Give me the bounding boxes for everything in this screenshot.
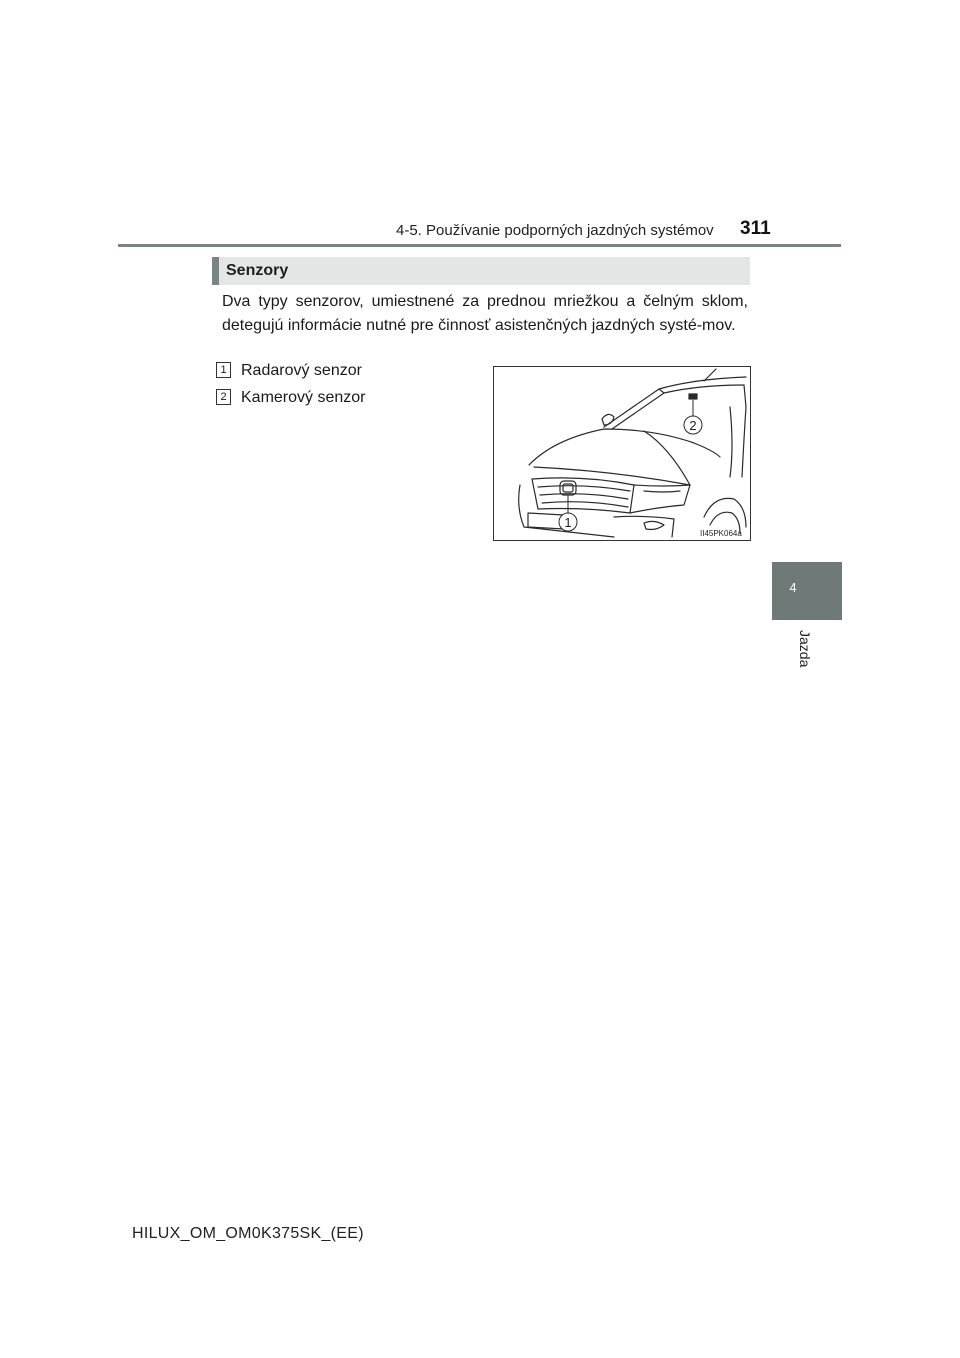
item-label: Radarový senzor <box>241 362 362 379</box>
item-label: Kamerový senzor <box>241 389 366 406</box>
figure-code: II45PK064a <box>700 529 742 538</box>
page-number: 311 <box>740 218 771 239</box>
callout-radar-label: 1 <box>564 515 572 530</box>
item-number-badge: 2 <box>216 389 231 405</box>
chapter-label: Jazda <box>797 630 813 668</box>
item-number-badge: 1 <box>216 362 231 378</box>
header-divider <box>118 244 841 247</box>
callout-camera-label: 2 <box>689 418 697 433</box>
section-heading-accent <box>212 257 219 285</box>
section-heading-bar <box>212 257 750 285</box>
document-id: HILUX_OM_OM0K375SK_(EE) <box>132 1225 364 1242</box>
sensor-location-illustration <box>493 366 751 541</box>
list-item <box>216 362 362 380</box>
chapter-number: 4 <box>789 580 797 595</box>
section-title: Senzory <box>226 262 289 279</box>
chapter-tab <box>772 562 842 620</box>
section-description: Dva typy senzorov, umiestnené za prednou mriežkou a čelným sklom, detegujú informácie nutné pre činnosť asistenčných jazdných systé-mov. <box>222 293 748 334</box>
list-item <box>216 389 366 407</box>
header-section-title: 4-5. Používanie podporných jazdných systémov <box>396 222 714 239</box>
vehicle-front-drawing <box>494 367 750 540</box>
